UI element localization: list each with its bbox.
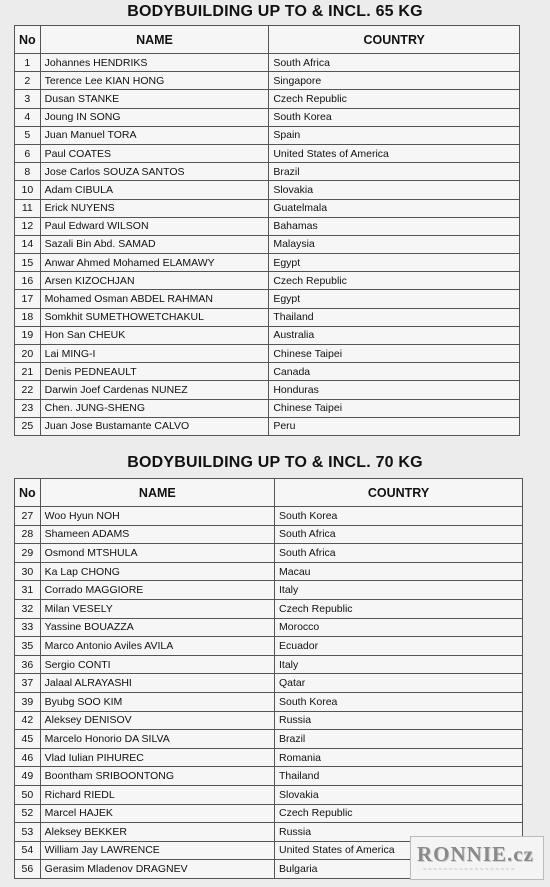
cell-name: Woo Hyun NOH (40, 507, 274, 526)
table-row (15, 507, 523, 526)
cell-name: Sergio CONTI (40, 655, 274, 674)
cell-country: Czech Republic (275, 599, 523, 618)
cell-country: South Korea (275, 692, 523, 711)
cell-country: Spain (269, 126, 520, 144)
results-table (14, 478, 523, 879)
cell-no: 54 (15, 841, 41, 860)
cell-country: Russia (275, 823, 523, 842)
cell-country: Qatar (275, 674, 523, 693)
watermark-logo (410, 836, 544, 880)
cell-no: 18 (15, 308, 41, 326)
cell-name: Vlad Iulian PIHUREC (40, 748, 274, 767)
cell-no: 37 (15, 674, 41, 693)
table-row (15, 290, 520, 308)
table-row (15, 748, 523, 767)
header-country: COUNTRY (275, 479, 523, 507)
cell-name: Marcelo Honorio DA SILVA (40, 730, 274, 749)
cell-no: 20 (15, 345, 41, 363)
cell-no: 49 (15, 767, 41, 786)
cell-no: 3 (15, 90, 41, 108)
cell-country: Chinese Taipei (269, 345, 520, 363)
cell-no: 6 (15, 144, 41, 162)
cell-country: Italy (275, 655, 523, 674)
cell-country: Russia (275, 711, 523, 730)
cell-no: 35 (15, 637, 41, 656)
cell-country: Egypt (269, 290, 520, 308)
cell-name: Paul Edward WILSON (40, 217, 269, 235)
cell-country: Australia (269, 326, 520, 344)
section-title: BODYBUILDING UP TO & INCL. 70 KG (127, 454, 423, 471)
cell-name: Boontham SRIBOONTONG (40, 767, 274, 786)
cell-no: 22 (15, 381, 41, 399)
cell-name: Aleksey DENISOV (40, 711, 274, 730)
cell-no: 56 (15, 860, 41, 879)
cell-country: United States of America (275, 841, 523, 860)
cell-country: Czech Republic (275, 804, 523, 823)
cell-name: Milan VESELY (40, 599, 274, 618)
cell-country: South Korea (269, 108, 520, 126)
cell-no: 25 (15, 417, 41, 435)
cell-country: Guatelmala (269, 199, 520, 217)
table-row (15, 544, 523, 563)
cell-country: Canada (269, 363, 520, 381)
cell-name: Marco Antonio Aviles AVILA (40, 637, 274, 656)
cell-name: Marcel HAJEK (40, 804, 274, 823)
table-row (15, 199, 520, 217)
table-row (15, 72, 520, 90)
cell-name: Juan Manuel TORA (40, 126, 269, 144)
table-row (15, 272, 520, 290)
table-row (15, 108, 520, 126)
cell-name: Juan Jose Bustamante CALVO (40, 417, 269, 435)
cell-country: Thailand (269, 308, 520, 326)
cell-no: 29 (15, 544, 41, 563)
table-row (15, 363, 520, 381)
table-row (15, 54, 520, 72)
table-row (15, 674, 523, 693)
cell-name: Hon San CHEUK (40, 326, 269, 344)
table-row (15, 599, 523, 618)
cell-name: Aleksey BEKKER (40, 823, 274, 842)
cell-country: Slovakia (269, 181, 520, 199)
cell-name: Adam CIBULA (40, 181, 269, 199)
cell-no: 28 (15, 525, 41, 544)
cell-name: Richard RIEDL (40, 785, 274, 804)
cell-no: 46 (15, 748, 41, 767)
cell-country: Morocco (275, 618, 523, 637)
cell-no: 15 (15, 254, 41, 272)
cell-no: 39 (15, 692, 41, 711)
cell-country: Bulgaria (275, 860, 523, 879)
cell-country: South Africa (269, 54, 520, 72)
cell-country: Thailand (275, 767, 523, 786)
table-row (15, 308, 520, 326)
header-no: No (15, 479, 41, 507)
cell-no: 5 (15, 126, 41, 144)
table-row (15, 711, 523, 730)
cell-no: 33 (15, 618, 41, 637)
cell-name: Chen. JUNG-SHENG (40, 399, 269, 417)
cell-name: Erick NUYENS (40, 199, 269, 217)
table-row (15, 655, 523, 674)
cell-country: Brazil (269, 163, 520, 181)
table-header-row (15, 26, 520, 54)
table-row (15, 618, 523, 637)
cell-country: Ecuador (275, 637, 523, 656)
cell-no: 45 (15, 730, 41, 749)
table-row (15, 381, 520, 399)
cell-no: 16 (15, 272, 41, 290)
cell-name: Yassine BOUAZZA (40, 618, 274, 637)
cell-country: Italy (275, 581, 523, 600)
cell-name: Johannes HENDRIKS (40, 54, 269, 72)
cell-name: Denis PEDNEAULT (40, 363, 269, 381)
cell-name: Jose Carlos SOUZA SANTOS (40, 163, 269, 181)
cell-no: 4 (15, 108, 41, 126)
watermark-subtext: ~ ~ ~ ~ ~ ~ ~ ~ ~ ~ ~ ~ ~ ~ ~ ~ ~ ~ (423, 867, 515, 873)
cell-no: 8 (15, 163, 41, 181)
cell-name: Corrado MAGGIORE (40, 581, 274, 600)
table-row (15, 767, 523, 786)
cell-no: 52 (15, 804, 41, 823)
cell-no: 19 (15, 326, 41, 344)
header-no: No (15, 26, 41, 54)
cell-name: Gerasim Mladenov DRAGNEV (40, 860, 274, 879)
cell-name: Shameen ADAMS (40, 525, 274, 544)
table-row (15, 217, 520, 235)
cell-country: Chinese Taipei (269, 399, 520, 417)
header-country: COUNTRY (269, 26, 520, 54)
watermark-logo-text: RONNIE.cz (417, 842, 534, 866)
cell-name: Joung IN SONG (40, 108, 269, 126)
cell-no: 14 (15, 235, 41, 253)
table-row (15, 417, 520, 435)
table-row (15, 399, 520, 417)
table-row (15, 730, 523, 749)
cell-country: Honduras (269, 381, 520, 399)
section-title: BODYBUILDING UP TO & INCL. 65 KG (127, 3, 423, 20)
cell-country: Malaysia (269, 235, 520, 253)
cell-country: Peru (269, 417, 520, 435)
cell-no: 21 (15, 363, 41, 381)
cell-name: Ka Lap CHONG (40, 562, 274, 581)
cell-name: Paul COATES (40, 144, 269, 162)
cell-no: 10 (15, 181, 41, 199)
header-name: NAME (40, 479, 274, 507)
cell-name: Darwin Joef Cardenas NUNEZ (40, 381, 269, 399)
cell-country: South Korea (275, 507, 523, 526)
cell-no: 11 (15, 199, 41, 217)
table-row (15, 525, 523, 544)
cell-country: Czech Republic (269, 90, 520, 108)
cell-name: Somkhit SUMETHOWETCHAKUL (40, 308, 269, 326)
cell-no: 53 (15, 823, 41, 842)
cell-name: Byubg SOO KIM (40, 692, 274, 711)
table-row (15, 804, 523, 823)
cell-name: Arsen KIZOCHJAN (40, 272, 269, 290)
table-row (15, 254, 520, 272)
table-row (15, 692, 523, 711)
cell-name: Mohamed Osman ABDEL RAHMAN (40, 290, 269, 308)
table-row (15, 126, 520, 144)
cell-name: Lai MING-I (40, 345, 269, 363)
cell-no: 1 (15, 54, 41, 72)
cell-country: Brazil (275, 730, 523, 749)
cell-country: Czech Republic (269, 272, 520, 290)
cell-no: 50 (15, 785, 41, 804)
cell-name: Sazali Bin Abd. SAMAD (40, 235, 269, 253)
cell-name: Dusan STANKE (40, 90, 269, 108)
table-row (15, 163, 520, 181)
cell-country: Singapore (269, 72, 520, 90)
cell-no: 32 (15, 599, 41, 618)
header-name: NAME (40, 26, 269, 54)
table-row (15, 637, 523, 656)
table-row (15, 144, 520, 162)
cell-no: 42 (15, 711, 41, 730)
cell-country: United States of America (269, 144, 520, 162)
table-row (15, 345, 520, 363)
cell-country: Egypt (269, 254, 520, 272)
cell-country: Romania (275, 748, 523, 767)
cell-no: 27 (15, 507, 41, 526)
cell-country: Slovakia (275, 785, 523, 804)
cell-no: 17 (15, 290, 41, 308)
cell-name: Terence Lee KIAN HONG (40, 72, 269, 90)
table-row (15, 785, 523, 804)
table-row (15, 90, 520, 108)
table-row (15, 326, 520, 344)
cell-no: 23 (15, 399, 41, 417)
table-header-row (15, 479, 523, 507)
table-row (15, 581, 523, 600)
cell-country: South Africa (275, 525, 523, 544)
cell-name: Anwar Ahmed Mohamed ELAMAWY (40, 254, 269, 272)
results-table (14, 25, 520, 436)
table-row (15, 235, 520, 253)
cell-country: South Africa (275, 544, 523, 563)
cell-no: 36 (15, 655, 41, 674)
table-row (15, 181, 520, 199)
cell-no: 30 (15, 562, 41, 581)
cell-no: 2 (15, 72, 41, 90)
cell-name: William Jay LAWRENCE (40, 841, 274, 860)
table-row (15, 562, 523, 581)
cell-no: 12 (15, 217, 41, 235)
cell-country: Bahamas (269, 217, 520, 235)
cell-name: Osmond MTSHULA (40, 544, 274, 563)
cell-name: Jalaal ALRAYASHI (40, 674, 274, 693)
cell-country: Macau (275, 562, 523, 581)
cell-no: 31 (15, 581, 41, 600)
